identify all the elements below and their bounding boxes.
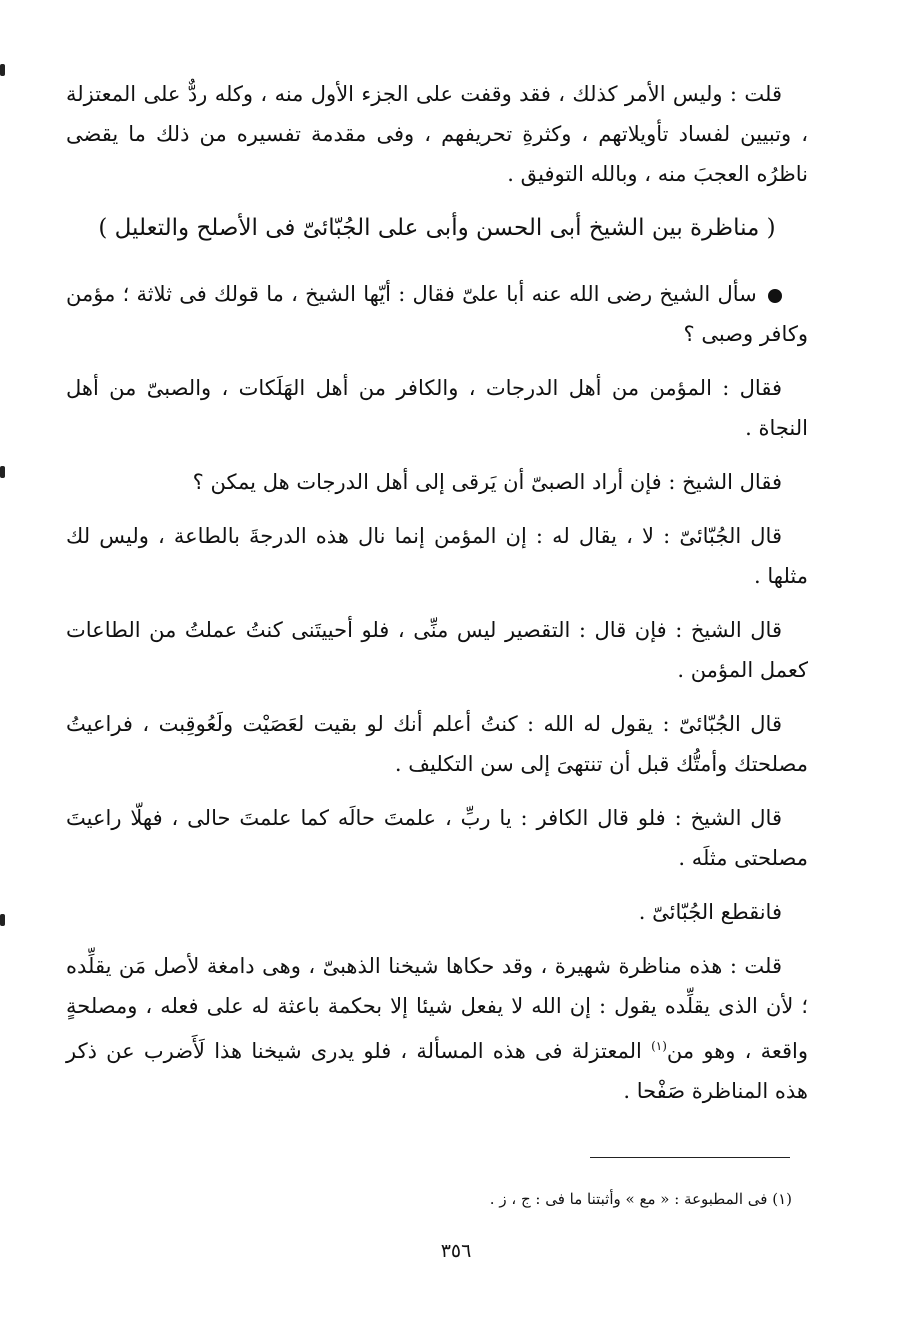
body-paragraph: فانقطع الجُبّائىّ . [638,900,782,924]
edge-mark [0,466,5,478]
body-paragraph: فقال الشيخ : فإن أراد الصبىّ أن يَرقى إلى أهل الدرجات هل يمكن ؟ [192,470,782,494]
edge-mark [0,914,5,926]
body-paragraph [66,274,808,354]
closing-text-start: قلت : هذه مناظرة شهيرة ، وقد حكاها شيخنا الذهبىّ ، وهى دامغة لأصل مَن يقلِّده ؛ لأن الذى يقلِّده يقول : إن الله لا يفعل شيئا إلا بحكمة باعثة له على فعله ، ومصلحةٍ واقعة ، وهو من [66,954,809,1063]
page-number: ٣٥٦ [440,1240,472,1262]
closing-text-end: المعتزلة فى هذه المسألة ، فلو يدرى شيخنا هذا لَأَضرب عن ذكر هذه المناظرة صَفْحا . [66,1039,808,1103]
body-paragraph: قال الشيخ : فإن قال : التقصير ليس منِّى ، فلو أحييتَنى كنتُ عملتُ من الطاعات كعمل المؤمن . [66,618,808,682]
bullet-icon [768,289,782,303]
body-paragraph: قال الجُبّائىّ : لا ، يقال له : إن المؤمن إنما نال هذه الدرجةَ بالطاعة ، وليس لك مثلها . [66,524,808,588]
page-body [66,74,808,1125]
footnote-divider [590,1157,790,1158]
body-paragraph-text: سأل الشيخ رضى الله عنه أبا علىّ فقال : أيّها الشيخ ، ما قولك فى ثلاثة ؛ مؤمن وكافر وصبى ؟ [66,282,808,346]
body-paragraph: قال الجُبّائىّ : يقول له الله : كنتُ أعلم أنك لو بقيت لعَصَيْت ولَعُوقِبت ، فراعيتُ مصلحتك وأمتُّك قبل أن تنتهىَ إلى سن التكليف . [66,712,808,776]
body-paragraph: فقال : المؤمن من أهل الدرجات ، والكافر من أهل الهَلَكات ، والصبىّ من أهل النجاة . [66,376,808,440]
body-paragraph: قال الشيخ : فلو قال الكافر : يا ربِّ ، علمتَ حالَه كما علمتَ حالى ، فهلّا راعيتَ مصلحتى مثلَه . [66,806,808,870]
footnote-reference: (١) [651,1039,667,1053]
edge-mark [0,64,5,76]
closing-paragraph [66,946,808,1111]
opening-paragraph: قلت : وليس الأمر كذلك ، فقد وقفت على الجزء الأول منه ، وكله ردٌّ على المعتزلة ، وتبيين لفساد تأويلاتهم ، وكثرةِ تحريفهم ، وفى مقدمة تفسيره من ذلك ما يقضى ناظرُه العجبَ منه ، وبالله التوفيق . [66,82,808,186]
section-heading: ( مناظرة بين الشيخ أبى الحسن وأبى على الجُبّائىّ فى الأصلح والتعليل ) [98,215,776,241]
footnote: (١) فى المطبوعة : « مع » وأثبتنا ما فى : ج ، ز . [489,1190,792,1208]
